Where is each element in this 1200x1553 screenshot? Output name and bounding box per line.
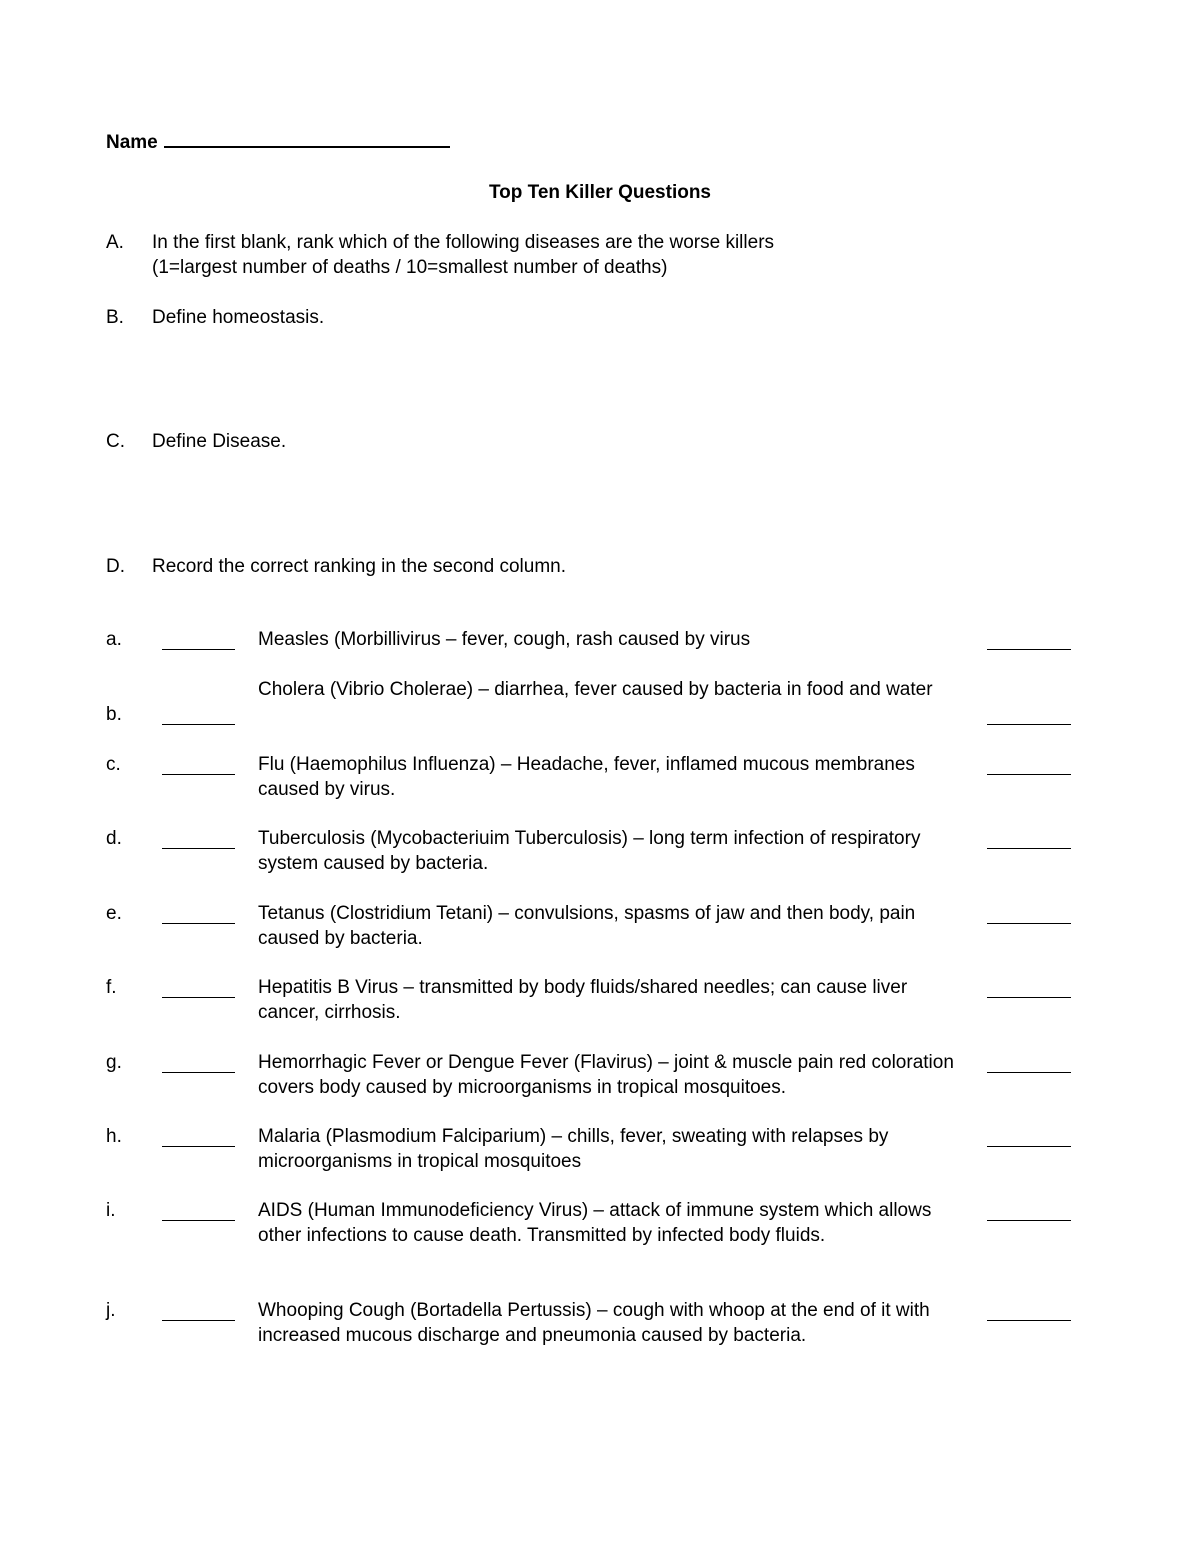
rank-guess-blank[interactable] <box>162 923 235 924</box>
item-description: AIDS (Human Immunodeficiency Virus) – attack of immune system which allows other infections to cause death. Transmitted by infected body fluids. <box>258 1200 932 1246</box>
rank-correct-blank[interactable] <box>987 997 1071 998</box>
name-blank[interactable] <box>164 146 450 148</box>
item-description: Hepatitis B Virus – transmitted by body fluids/shared needles; can cause liver cancer, cirrhosis. <box>258 977 908 1023</box>
rank-correct-blank[interactable] <box>987 1320 1071 1321</box>
question-a-line2: (1=largest number of deaths / 10=smallest number of deaths) <box>152 257 668 278</box>
rank-guess-blank[interactable] <box>162 1146 235 1147</box>
question-letter-a: A. <box>106 232 124 253</box>
rank-guess-blank[interactable] <box>162 774 235 775</box>
item-description: Flu (Haemophilus Influenza) – Headache, fever, inflamed mucous membranes caused by virus. <box>258 754 915 800</box>
item-letter: e. <box>106 903 122 924</box>
item-letter: g. <box>106 1052 122 1073</box>
rank-correct-blank[interactable] <box>987 923 1071 924</box>
item-description: Tetanus (Clostridium Tetani) – convulsions, spasms of jaw and then body, pain caused by bacteria. <box>258 903 916 949</box>
rank-guess-blank[interactable] <box>162 1072 235 1073</box>
rank-guess-blank[interactable] <box>162 649 235 650</box>
rank-guess-blank[interactable] <box>162 848 235 849</box>
question-a-line1: In the first blank, rank which of the following diseases are the worse killers <box>152 232 775 253</box>
rank-guess-blank[interactable] <box>162 997 235 998</box>
rank-correct-blank[interactable] <box>987 774 1071 775</box>
name-label: Name <box>106 132 158 153</box>
page-title: Top Ten Killer Questions <box>488 182 712 203</box>
question-b-text: Define homeostasis. <box>152 307 325 328</box>
question-c-text: Define Disease. <box>152 431 287 452</box>
item-description: Cholera (Vibrio Cholerae) – diarrhea, fever caused by bacteria in food and water <box>258 679 933 700</box>
question-letter-c: C. <box>106 431 125 452</box>
rank-correct-blank[interactable] <box>987 1146 1071 1147</box>
question-d-text: Record the correct ranking in the second column. <box>152 556 566 577</box>
item-description: Whooping Cough (Bortadella Pertussis) – cough with whoop at the end of it with increased mucous discharge and pneumonia caused by bacteria. <box>258 1300 930 1346</box>
item-description: Malaria (Plasmodium Falciparium) – chills, fever, sweating with relapses by microorganisms in tropical mosquitoes <box>258 1126 889 1172</box>
rank-correct-blank[interactable] <box>987 1072 1071 1073</box>
item-letter: f. <box>106 977 117 998</box>
item-description: Measles (Morbillivirus – fever, cough, rash caused by virus <box>258 629 751 650</box>
name-field <box>106 132 450 154</box>
item-description: Tuberculosis (Mycobacteriuim Tuberculosis) – long term infection of respiratory system caused by bacteria. <box>258 828 921 874</box>
item-letter: a. <box>106 629 122 650</box>
question-letter-b: B. <box>106 307 124 328</box>
rank-correct-blank[interactable] <box>987 848 1071 849</box>
rank-guess-blank[interactable] <box>162 724 235 725</box>
rank-correct-blank[interactable] <box>987 1220 1071 1221</box>
item-letter: c. <box>106 754 121 775</box>
rank-correct-blank[interactable] <box>987 649 1071 650</box>
item-description: Hemorrhagic Fever or Dengue Fever (Flavirus) – joint & muscle pain red coloration covers body caused by microorganisms in tropical mosquitoes. <box>258 1052 954 1098</box>
rank-guess-blank[interactable] <box>162 1220 235 1221</box>
item-letter: h. <box>106 1126 122 1147</box>
item-letter: j. <box>106 1300 116 1321</box>
item-letter: b. <box>106 704 122 725</box>
question-letter-d: D. <box>106 556 125 577</box>
rank-guess-blank[interactable] <box>162 1320 235 1321</box>
item-letter: i. <box>106 1200 116 1221</box>
rank-correct-blank[interactable] <box>987 724 1071 725</box>
item-letter: d. <box>106 828 122 849</box>
